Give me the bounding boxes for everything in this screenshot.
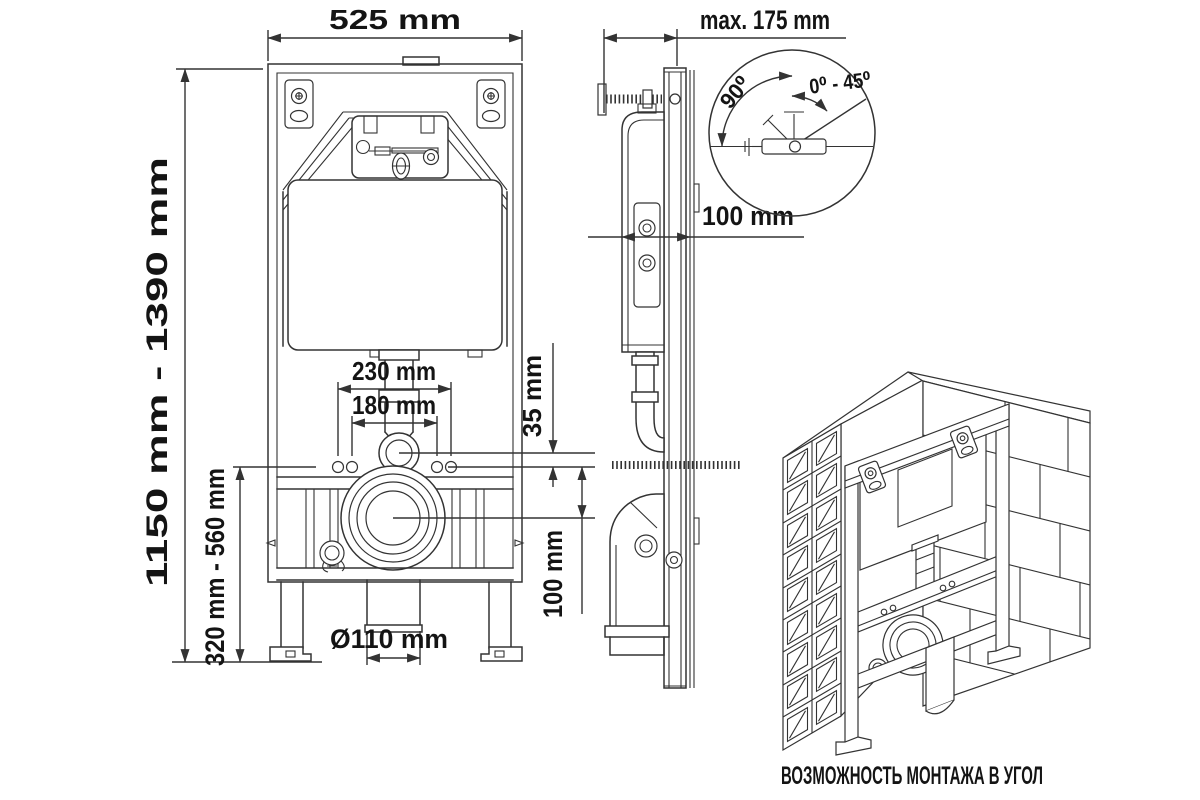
dim-flush-offset-label: 35 mm	[517, 354, 547, 438]
dim-depth-max-label: max. 175 mm	[700, 5, 830, 35]
dim-drain-offset-label: 100 mm	[538, 517, 568, 618]
angle-sweep-label: 90⁰	[714, 71, 756, 114]
mounting-bracket-left	[285, 80, 313, 128]
flush-access-panel	[352, 116, 448, 179]
dim-height-range-label: 1150 mm - 1390 mm	[141, 305, 174, 587]
wall-anchor-rod-top	[598, 84, 662, 115]
dim-front-width	[268, 4, 522, 61]
mounting-bracket-right	[477, 80, 505, 128]
front-view	[141, 4, 595, 666]
side-flush-pipe	[632, 352, 664, 452]
dim-drain-offset	[538, 467, 582, 618]
side-cistern	[622, 104, 664, 352]
dim-depth-frame	[588, 201, 804, 237]
angle-bracket	[745, 112, 826, 156]
dim-lower-height-range	[200, 440, 240, 666]
corner-view	[781, 372, 1090, 790]
dim-holes-inner-label: 180 mm	[352, 390, 436, 420]
dim-depth-frame-label: 100 mm	[702, 201, 794, 231]
drain-socket	[320, 466, 445, 572]
dim-outlet-diameter-label: Ø110 mm	[330, 624, 448, 654]
cistern-tank	[283, 112, 507, 357]
corner-caption: ВОЗМОЖНОСТЬ МОНТАЖА В УГОЛ	[781, 762, 1043, 790]
dim-front-width-label: 525 mm	[329, 4, 461, 35]
dim-outlet-diameter	[330, 624, 448, 665]
dim-holes-outer-label: 230 mm	[352, 356, 436, 386]
side-frame-upright	[664, 68, 699, 688]
dim-lower-height-range-label: 320 mm - 560 mm	[200, 440, 230, 666]
angle-detail	[709, 50, 883, 216]
angle-range-label: 0⁰ - 45⁰	[808, 67, 883, 99]
hollow-block-face	[783, 424, 841, 750]
